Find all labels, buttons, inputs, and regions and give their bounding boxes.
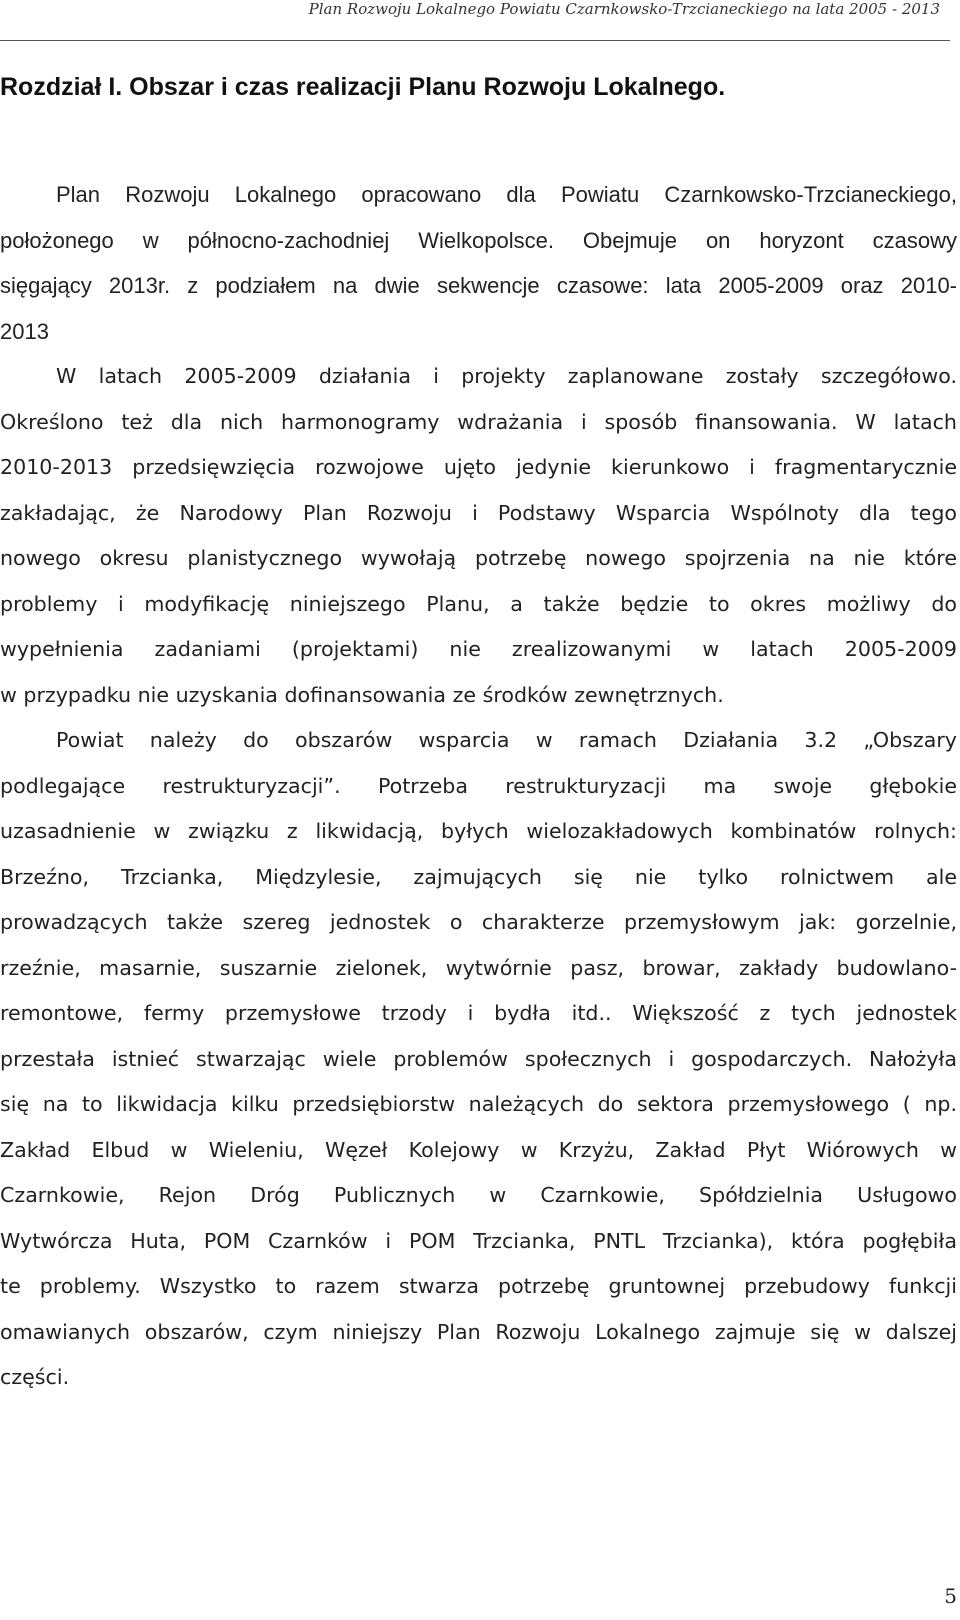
- paragraph-line: Zakład Elbud w Wieleniu, Węzeł Kolejowy w Krzyżu, Zakład Płyt Wiórowych w: [0, 1137, 957, 1162]
- paragraph-line: remontowe, fermy przemysłowe trzody i bydła itd.. Większość z tych jednostek: [0, 1001, 957, 1025]
- paragraph-line: się na to likwidacja kilku przedsiębiorstw należących do sektora przemysłowego ( np.: [0, 1092, 957, 1116]
- paragraph-line: Brzeźno, Trzcianka, Międzylesie, zajmujących się nie tylko rolnictwem ale: [0, 864, 957, 889]
- paragraph-1: [0, 172, 957, 354]
- page-header: [0, 0, 950, 41]
- paragraph-line: Plan Rozwoju Lokalnego opracowano dla Powiatu Czarnkowsko-Trzcianeckiego,: [56, 182, 957, 207]
- paragraph-line: te problemy. Wszystko to razem stwarza potrzebę gruntownej przebudowy funkcji: [0, 1274, 957, 1298]
- paragraph-line: wypełnienia zadaniami (projektami) nie zrealizowanymi w latach 2005-2009: [0, 637, 957, 661]
- paragraph-line: 2013: [0, 318, 49, 344]
- chapter-title: Rozdział I. Obszar i czas realizacji Planu Rozwoju Lokalnego.: [0, 73, 726, 101]
- paragraph-line: W latach 2005-2009 działania i projekty zaplanowane zostały szczegółowo.: [56, 364, 957, 388]
- paragraph-line: Czarnkowie, Rejon Dróg Publicznych w Czarnkowie, Spółdzielnia Usługowo: [0, 1183, 957, 1207]
- paragraph-2: [0, 354, 957, 1401]
- paragraph-line: prowadzących także szereg jednostek o charakterze przemysłowym jak: gorzelnie,: [0, 910, 957, 934]
- paragraph-line: przestała istnieć stwarzając wiele problemów społecznych i gospodarczych. Nałożyła: [0, 1046, 957, 1071]
- paragraph-line: rzeźnie, masarnie, suszarnie zielonek, wytwórnie pasz, browar, zakłady budowlano-: [0, 955, 957, 980]
- page-number: 5: [944, 1584, 957, 1608]
- running-title: Plan Rozwoju Lokalnego Powiatu Czarnkowsko-Trzcianeckiego na lata 2005 - 2013: [308, 0, 940, 18]
- paragraph-line: Powiat należy do obszarów wsparcia w ramach Działania 3.2 „Obszary: [56, 728, 957, 752]
- paragraph-line: Wytwórcza Huta, POM Czarnków i POM Trzcianka, PNTL Trzcianka), która pogłębiła: [0, 1228, 957, 1253]
- paragraph-line: nowego okresu planistycznego wywołają potrzebę nowego spojrzenia na nie które: [0, 546, 957, 570]
- paragraph-line: podlegające restrukturyzacji”. Potrzeba restrukturyzacji ma swoje głębokie: [0, 773, 957, 798]
- paragraph-line: problemy i modyfikację niniejszego Planu, a także będzie to okres możliwy do: [0, 591, 957, 616]
- paragraph-line: 2010-2013 przedsięwzięcia rozwojowe ujęto jedynie kierunkowo i fragmentarycznie: [0, 455, 957, 479]
- paragraph-line: uzasadnienie w związku z likwidacją, byłych wielozakładowych kombinatów rolnych:: [0, 819, 957, 843]
- paragraph-line: omawianych obszarów, czym niniejszy Plan Rozwoju Lokalnego zajmuje się w dalszej: [0, 1319, 957, 1344]
- paragraph-line: w przypadku nie uzyskania dofinansowania ze środków zewnętrznych.: [0, 682, 724, 707]
- paragraph-line: zakładając, że Narodowy Plan Rozwoju i Podstawy Wsparcia Wspólnoty dla tego: [0, 500, 957, 525]
- paragraph-line: części.: [0, 1365, 70, 1389]
- paragraph-line: Określono też dla nich harmonogramy wdrażania i sposób finansowania. W latach: [0, 409, 957, 434]
- paragraph-line: położonego w północno-zachodniej Wielkopolsce. Obejmuje on horyzont czasowy: [0, 227, 957, 253]
- paragraph-line: sięgający 2013r. z podziałem na dwie sekwencje czasowe: lata 2005-2009 oraz 2010-: [0, 273, 957, 298]
